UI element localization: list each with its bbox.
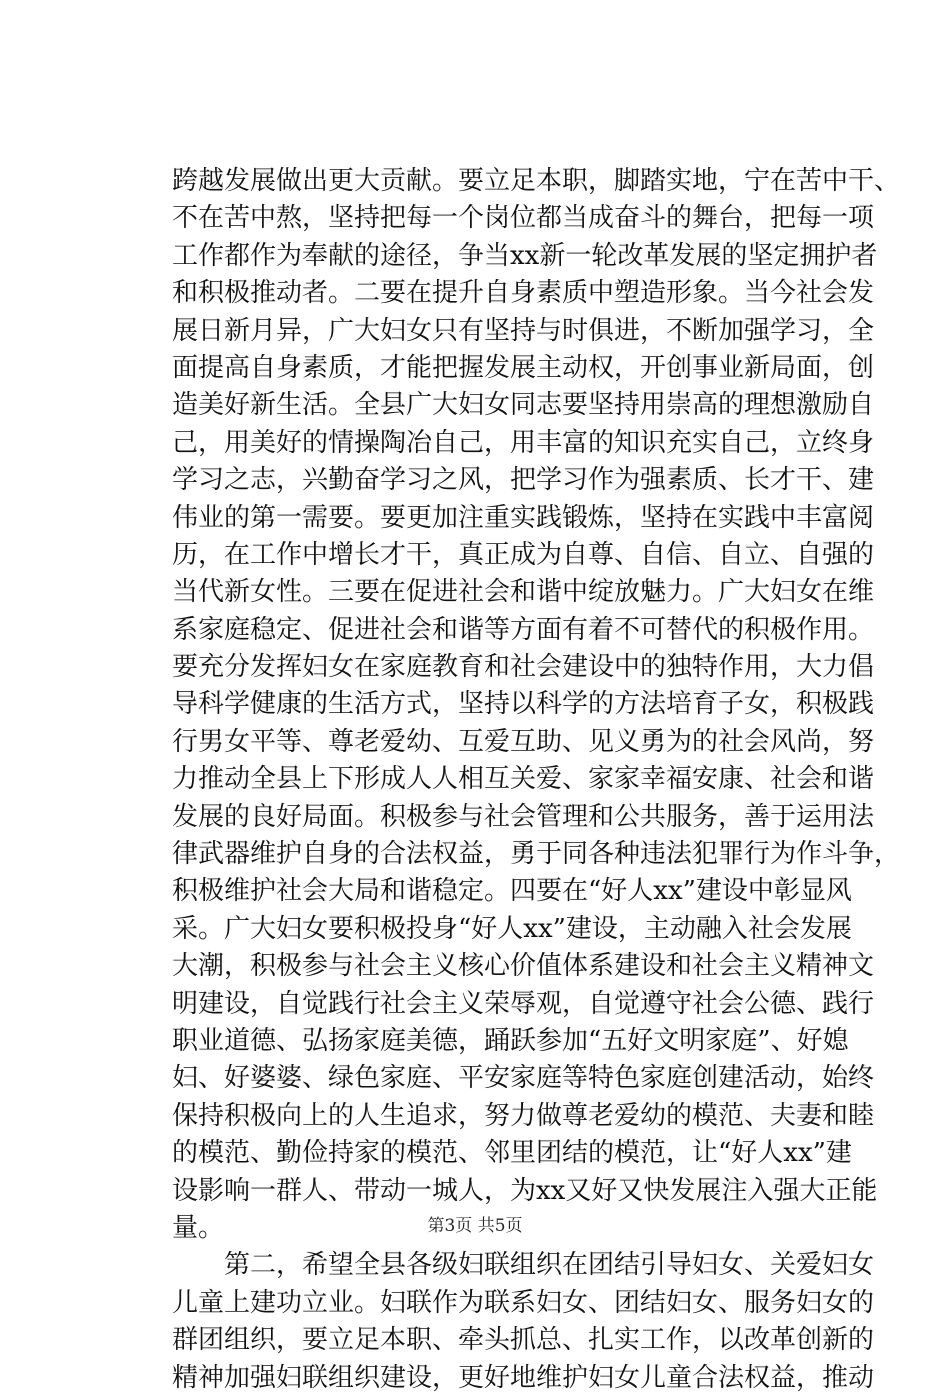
text-line: 保持积极向上的人生追求，努力做尊老爱幼的模范、夫妻和睦 (172, 1100, 875, 1131)
text-line: 量。 (172, 1212, 225, 1243)
text-line: 明建设，自觉践行社会主义荣辱观，自觉遵守社会公德、践行 (172, 988, 875, 1019)
text-line: 要充分发挥妇女在家庭教育和社会建设中的独特作用，大力倡 (172, 652, 875, 683)
text-line: 展日新月异，广大妇女只有坚持与时俱进，不断加强学习，全 (172, 315, 875, 346)
text-line: 大潮，积极参与社会主义核心价值体系建设和社会主义精神文 (172, 951, 875, 982)
text-line: 行男女平等、尊老爱幼、互爱互助、见义勇为的社会风尚，努 (172, 726, 875, 757)
body-text (172, 163, 901, 1397)
text-line: 的模范、勤俭持家的模范、邻里团结的模范，让“好人xx”建 (172, 1138, 852, 1169)
text-line: 力推动全县上下形成人人相互关爱、家家幸福安康、社会和谐 (172, 764, 875, 795)
text-line: 伟业的第一需要。要更加注重实践锻炼，坚持在实践中丰富阅 (172, 502, 875, 533)
text-line: 设影响一群人、带动一城人，为xx又好又快发展注入强大正能 (172, 1175, 878, 1206)
text-line: 工作都作为奉献的途径，争当xx新一轮改革发展的坚定拥护者 (172, 240, 878, 271)
text-line: 妇、好婆婆、绿色家庭、平安家庭等特色家庭创建活动，始终 (172, 1063, 875, 1094)
text-line: 律武器维护自身的合法权益，勇于同各种违法犯罪行为作斗争， (172, 839, 901, 870)
text-line: 儿童上建功立业。妇联作为联系妇女、团结妇女、服务妇女的 (172, 1287, 875, 1318)
text-line: 发展的良好局面。积极参与社会管理和公共服务，善于运用法 (172, 801, 875, 832)
text-line: 和积极推动者。二要在提升自身素质中塑造形象。当今社会发 (172, 278, 875, 309)
text-line: 历，在工作中增长才干，真正成为自尊、自信、自立、自强的 (172, 539, 875, 570)
page-footer: 第3页 共5页 (427, 1216, 523, 1236)
text-line: 学习之志，兴勤奋学习之风，把学习作为强素质、长才干、建 (172, 465, 875, 496)
text-line: 跨越发展做出更大贡献。要立足本职，脚踏实地，宁在苦中干、 (172, 166, 901, 196)
text-line: 当代新女性。三要在促进社会和谐中绽放魅力。广大妇女在维 (172, 577, 875, 608)
text-line: 造美好新生活。全县广大妇女同志要坚持用崇高的理想激励自 (172, 390, 875, 421)
text-line: 积极维护社会大局和谐稳定。四要在“好人xx”建设中彰显风 (172, 876, 852, 907)
text-line: 己，用美好的情操陶冶自己，用丰富的知识充实自己，立终身 (172, 427, 875, 458)
text-line: 不在苦中熬，坚持把每一个岗位都当成奋斗的舞台，把每一项 (172, 203, 875, 234)
text-line: 导科学健康的生活方式，坚持以科学的方法培育子女，积极践 (172, 689, 875, 720)
text-line: 面提高自身素质，才能把握发展主动权，开创事业新局面，创 (172, 352, 875, 383)
text-line: 精神加强妇联组织建设，更好地维护妇女儿童合法权益，推动 (172, 1362, 875, 1393)
text-line: 职业道德、弘扬家庭美德，踊跃参加“五好文明家庭”、好媳 (172, 1025, 849, 1056)
text-line: 群团组织，要立足本职、牵头抓总、扎实工作，以改革创新的 (172, 1325, 875, 1356)
text-line: 第二，希望全县各级妇联组织在团结引导妇女、关爱妇女 (172, 1250, 875, 1281)
text-line: 采。广大妇女要积极投身“好人xx”建设，主动融入社会发展 (172, 913, 852, 944)
text-line: 系家庭稳定、促进社会和谐等方面有着不可替代的积极作用。 (172, 614, 875, 645)
